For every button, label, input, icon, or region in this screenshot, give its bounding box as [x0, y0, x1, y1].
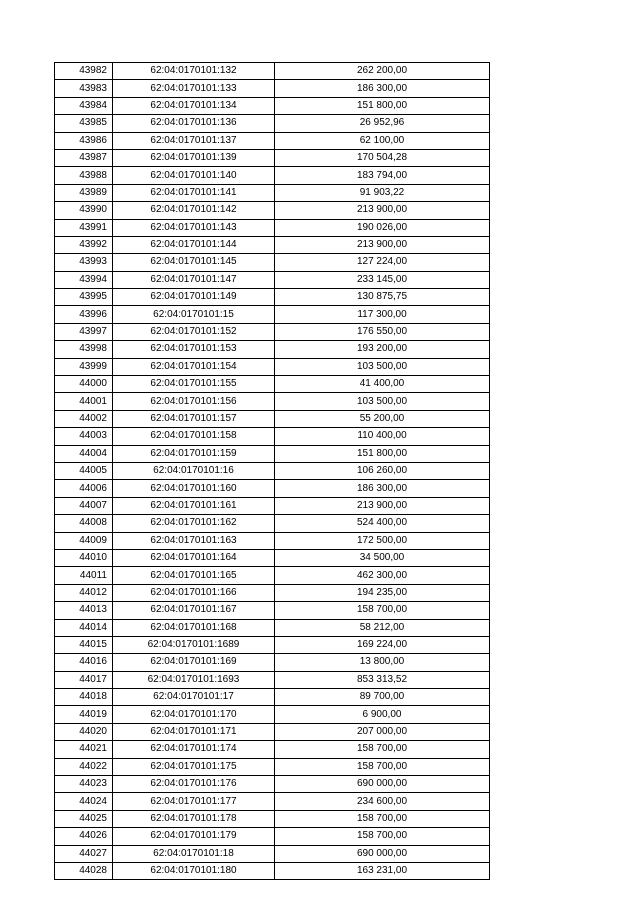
row-number-cell: 44026 — [55, 828, 113, 845]
table-row — [55, 845, 490, 862]
cadastral-value-cell: 158 700,00 — [275, 810, 490, 827]
cadastral-number-cell: 62:04:0170101:17 — [113, 689, 275, 706]
cadastral-number-cell: 62:04:0170101:144 — [113, 236, 275, 253]
cadastral-number-cell: 62:04:0170101:170 — [113, 706, 275, 723]
table-row — [55, 97, 490, 114]
table-row — [55, 689, 490, 706]
cadastral-value-cell: 127 224,00 — [275, 254, 490, 271]
cadastral-value-cell: 163 231,00 — [275, 862, 490, 879]
cadastral-value-cell: 234 600,00 — [275, 793, 490, 810]
table-row — [55, 219, 490, 236]
cadastral-value-cell: 462 300,00 — [275, 567, 490, 584]
row-number-cell: 43987 — [55, 149, 113, 166]
row-number-cell: 44015 — [55, 636, 113, 653]
row-number-cell: 43989 — [55, 184, 113, 201]
cadastral-number-cell: 62:04:0170101:164 — [113, 549, 275, 566]
cadastral-value-cell: 213 900,00 — [275, 497, 490, 514]
cadastral-value-cell: 103 500,00 — [275, 358, 490, 375]
row-number-cell: 44027 — [55, 845, 113, 862]
row-number-cell: 44001 — [55, 393, 113, 410]
cadastral-number-cell: 62:04:0170101:159 — [113, 445, 275, 462]
cadastral-value-cell: 183 794,00 — [275, 167, 490, 184]
cadastral-value-cell: 194 235,00 — [275, 584, 490, 601]
table-row — [55, 132, 490, 149]
cadastral-value-cell: 62 100,00 — [275, 132, 490, 149]
cadastral-value-cell: 524 400,00 — [275, 515, 490, 532]
cadastral-value-cell: 213 900,00 — [275, 202, 490, 219]
row-number-cell: 43996 — [55, 306, 113, 323]
row-number-cell: 43992 — [55, 236, 113, 253]
cadastral-number-cell: 62:04:0170101:18 — [113, 845, 275, 862]
cadastral-number-cell: 62:04:0170101:149 — [113, 289, 275, 306]
table-row — [55, 410, 490, 427]
cadastral-number-cell: 62:04:0170101:167 — [113, 602, 275, 619]
row-number-cell: 44024 — [55, 793, 113, 810]
table-row — [55, 723, 490, 740]
cadastral-value-cell: 690 000,00 — [275, 845, 490, 862]
table-row — [55, 515, 490, 532]
cadastral-value-cell: 170 504,28 — [275, 149, 490, 166]
cadastral-number-cell: 62:04:0170101:176 — [113, 776, 275, 793]
row-number-cell: 44012 — [55, 584, 113, 601]
cadastral-number-cell: 62:04:0170101:178 — [113, 810, 275, 827]
table-row — [55, 445, 490, 462]
table-row — [55, 184, 490, 201]
cadastral-number-cell: 62:04:0170101:145 — [113, 254, 275, 271]
cadastral-value-cell: 89 700,00 — [275, 689, 490, 706]
cadastral-number-cell: 62:04:0170101:174 — [113, 741, 275, 758]
table-row — [55, 567, 490, 584]
table-row — [55, 741, 490, 758]
table-row — [55, 828, 490, 845]
row-number-cell: 43990 — [55, 202, 113, 219]
cadastral-number-cell: 62:04:0170101:166 — [113, 584, 275, 601]
table-row — [55, 428, 490, 445]
cadastral-number-cell: 62:04:0170101:141 — [113, 184, 275, 201]
table-row — [55, 793, 490, 810]
row-number-cell: 44008 — [55, 515, 113, 532]
cadastral-value-cell: 58 212,00 — [275, 619, 490, 636]
cadastral-value-cell: 6 900,00 — [275, 706, 490, 723]
table-row — [55, 202, 490, 219]
cadastral-number-cell: 62:04:0170101:156 — [113, 393, 275, 410]
table-body — [55, 63, 490, 880]
row-number-cell: 43983 — [55, 80, 113, 97]
row-number-cell: 44005 — [55, 462, 113, 479]
cadastral-number-cell: 62:04:0170101:165 — [113, 567, 275, 584]
table-row — [55, 341, 490, 358]
row-number-cell: 44022 — [55, 758, 113, 775]
cadastral-value-cell: 190 026,00 — [275, 219, 490, 236]
cadastral-number-cell: 62:04:0170101:180 — [113, 862, 275, 879]
table-row — [55, 532, 490, 549]
cadastral-number-cell: 62:04:0170101:168 — [113, 619, 275, 636]
cadastral-value-cell: 117 300,00 — [275, 306, 490, 323]
cadastral-number-cell: 62:04:0170101:179 — [113, 828, 275, 845]
table-row — [55, 671, 490, 688]
table-row — [55, 289, 490, 306]
row-number-cell: 43994 — [55, 271, 113, 288]
cadastral-number-cell: 62:04:0170101:132 — [113, 63, 275, 80]
cadastral-value-cell: 193 200,00 — [275, 341, 490, 358]
row-number-cell: 44016 — [55, 654, 113, 671]
row-number-cell: 43985 — [55, 115, 113, 132]
table-row — [55, 358, 490, 375]
cadastral-value-cell: 158 700,00 — [275, 602, 490, 619]
cadastral-value-cell: 151 800,00 — [275, 445, 490, 462]
cadastral-number-cell: 62:04:0170101:162 — [113, 515, 275, 532]
table-row — [55, 602, 490, 619]
table-row — [55, 636, 490, 653]
row-number-cell: 44018 — [55, 689, 113, 706]
cadastral-number-cell: 62:04:0170101:142 — [113, 202, 275, 219]
row-number-cell: 44004 — [55, 445, 113, 462]
table-row — [55, 323, 490, 340]
table-row — [55, 115, 490, 132]
cadastral-value-cell: 151 800,00 — [275, 97, 490, 114]
row-number-cell: 44006 — [55, 480, 113, 497]
cadastral-value-cell: 213 900,00 — [275, 236, 490, 253]
table-row — [55, 63, 490, 80]
cadastral-value-cell: 262 200,00 — [275, 63, 490, 80]
cadastral-value-cell: 13 800,00 — [275, 654, 490, 671]
table-row — [55, 862, 490, 879]
table-row — [55, 497, 490, 514]
cadastral-number-cell: 62:04:0170101:147 — [113, 271, 275, 288]
table-row — [55, 149, 490, 166]
cadastral-value-cell: 172 500,00 — [275, 532, 490, 549]
cadastral-number-cell: 62:04:0170101:155 — [113, 376, 275, 393]
cadastral-value-cell: 233 145,00 — [275, 271, 490, 288]
row-number-cell: 44014 — [55, 619, 113, 636]
cadastral-number-cell: 62:04:0170101:160 — [113, 480, 275, 497]
row-number-cell: 44023 — [55, 776, 113, 793]
cadastral-value-cell: 26 952,96 — [275, 115, 490, 132]
table-row — [55, 480, 490, 497]
cadastral-number-cell: 62:04:0170101:169 — [113, 654, 275, 671]
cadastral-value-cell: 853 313,52 — [275, 671, 490, 688]
cadastral-number-cell: 62:04:0170101:158 — [113, 428, 275, 445]
cadastral-number-cell: 62:04:0170101:152 — [113, 323, 275, 340]
cadastral-value-cell: 186 300,00 — [275, 80, 490, 97]
cadastral-number-cell: 62:04:0170101:139 — [113, 149, 275, 166]
cadastral-number-cell: 62:04:0170101:171 — [113, 723, 275, 740]
cadastral-number-cell: 62:04:0170101:143 — [113, 219, 275, 236]
cadastral-value-cell: 41 400,00 — [275, 376, 490, 393]
cadastral-number-cell: 62:04:0170101:154 — [113, 358, 275, 375]
cadastral-value-cell: 176 550,00 — [275, 323, 490, 340]
cadastral-value-cell: 186 300,00 — [275, 480, 490, 497]
row-number-cell: 44017 — [55, 671, 113, 688]
cadastral-number-cell: 62:04:0170101:175 — [113, 758, 275, 775]
cadastral-value-cell: 158 700,00 — [275, 828, 490, 845]
cadastral-number-cell: 62:04:0170101:15 — [113, 306, 275, 323]
row-number-cell: 43986 — [55, 132, 113, 149]
row-number-cell: 43991 — [55, 219, 113, 236]
table-row — [55, 549, 490, 566]
cadastral-value-cell: 103 500,00 — [275, 393, 490, 410]
cadastral-number-cell: 62:04:0170101:1693 — [113, 671, 275, 688]
row-number-cell: 44009 — [55, 532, 113, 549]
cadastral-number-cell: 62:04:0170101:137 — [113, 132, 275, 149]
cadastral-value-cell: 55 200,00 — [275, 410, 490, 427]
row-number-cell: 43982 — [55, 63, 113, 80]
row-number-cell: 44021 — [55, 741, 113, 758]
row-number-cell: 44019 — [55, 706, 113, 723]
table-row — [55, 776, 490, 793]
row-number-cell: 44020 — [55, 723, 113, 740]
cadastral-value-cell: 158 700,00 — [275, 758, 490, 775]
table-row — [55, 306, 490, 323]
cadastral-number-cell: 62:04:0170101:140 — [113, 167, 275, 184]
cadastral-value-cell: 207 000,00 — [275, 723, 490, 740]
table-row — [55, 810, 490, 827]
row-number-cell: 44003 — [55, 428, 113, 445]
cadastral-value-cell: 110 400,00 — [275, 428, 490, 445]
table-row — [55, 462, 490, 479]
table-row — [55, 584, 490, 601]
table-row — [55, 393, 490, 410]
row-number-cell: 43993 — [55, 254, 113, 271]
table-row — [55, 758, 490, 775]
cadastral-number-cell: 62:04:0170101:134 — [113, 97, 275, 114]
cadastral-number-cell: 62:04:0170101:177 — [113, 793, 275, 810]
row-number-cell: 43998 — [55, 341, 113, 358]
row-number-cell: 44025 — [55, 810, 113, 827]
cadastral-value-table — [54, 62, 490, 880]
row-number-cell: 43988 — [55, 167, 113, 184]
row-number-cell: 43997 — [55, 323, 113, 340]
cadastral-value-cell: 130 875,75 — [275, 289, 490, 306]
table-row — [55, 619, 490, 636]
cadastral-number-cell: 62:04:0170101:133 — [113, 80, 275, 97]
row-number-cell: 44010 — [55, 549, 113, 566]
row-number-cell: 44028 — [55, 862, 113, 879]
cadastral-value-cell: 91 903,22 — [275, 184, 490, 201]
row-number-cell: 44002 — [55, 410, 113, 427]
cadastral-number-cell: 62:04:0170101:136 — [113, 115, 275, 132]
cadastral-number-cell: 62:04:0170101:157 — [113, 410, 275, 427]
table-row — [55, 271, 490, 288]
table-row — [55, 80, 490, 97]
cadastral-value-cell: 158 700,00 — [275, 741, 490, 758]
row-number-cell: 44007 — [55, 497, 113, 514]
cadastral-value-cell: 106 260,00 — [275, 462, 490, 479]
cadastral-number-cell: 62:04:0170101:153 — [113, 341, 275, 358]
cadastral-number-cell: 62:04:0170101:1689 — [113, 636, 275, 653]
table-row — [55, 376, 490, 393]
row-number-cell: 43984 — [55, 97, 113, 114]
table-row — [55, 254, 490, 271]
row-number-cell: 44000 — [55, 376, 113, 393]
cadastral-value-cell: 34 500,00 — [275, 549, 490, 566]
cadastral-number-cell: 62:04:0170101:163 — [113, 532, 275, 549]
table-row — [55, 167, 490, 184]
row-number-cell: 44013 — [55, 602, 113, 619]
row-number-cell: 43995 — [55, 289, 113, 306]
table-row — [55, 654, 490, 671]
cadastral-number-cell: 62:04:0170101:16 — [113, 462, 275, 479]
table-row — [55, 706, 490, 723]
row-number-cell: 44011 — [55, 567, 113, 584]
table-row — [55, 236, 490, 253]
cadastral-number-cell: 62:04:0170101:161 — [113, 497, 275, 514]
cadastral-value-cell: 690 000,00 — [275, 776, 490, 793]
row-number-cell: 43999 — [55, 358, 113, 375]
cadastral-value-cell: 169 224,00 — [275, 636, 490, 653]
